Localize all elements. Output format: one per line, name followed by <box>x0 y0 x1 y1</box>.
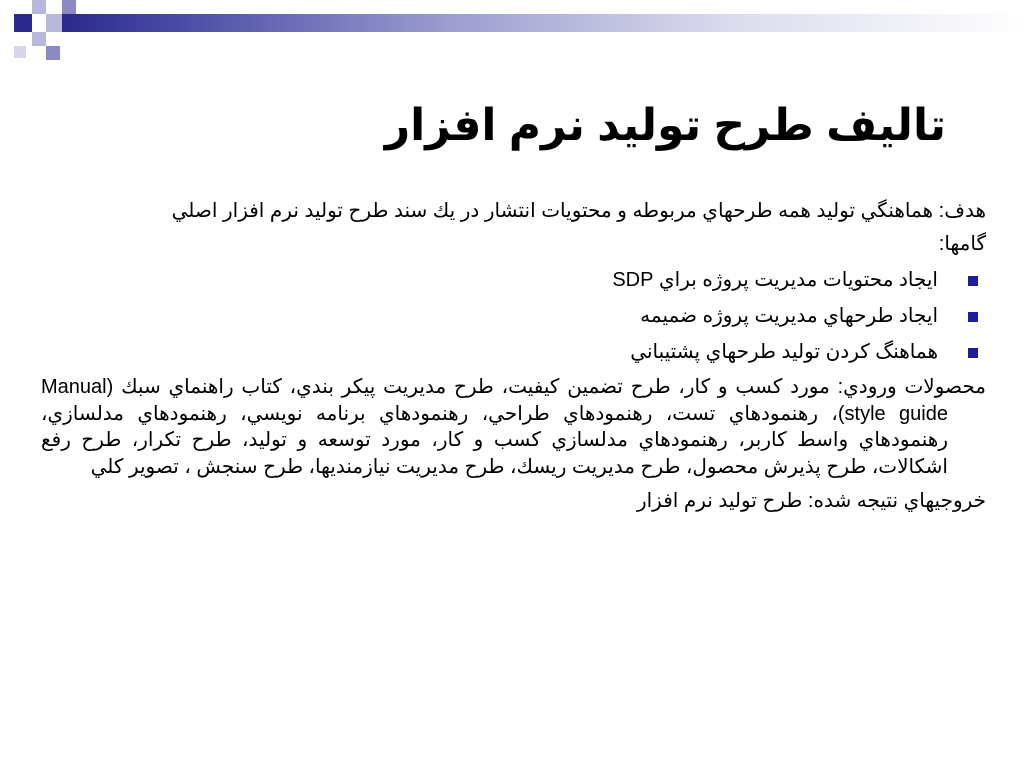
slide-title: تاليف طرح توليد نرم افزار <box>384 101 946 150</box>
list-item: ايجاد محتويات مديريت پروژه براي SDP <box>41 262 986 298</box>
header-square-faint <box>14 46 26 58</box>
header-gradient-bar <box>62 14 1024 32</box>
square-bullet-icon <box>968 276 978 286</box>
steps-list <box>41 262 986 370</box>
square-bullet-icon <box>968 348 978 358</box>
header-square-light <box>46 14 62 32</box>
list-item: ايجاد طرحهاي مديريت پروژه ضميمه <box>41 298 986 334</box>
input-products-text: محصولات ورودي: مورد كسب و كار، طرح تضمين كيفيت، طرح مديريت پيكر بندي، كتاب راهنماي سبك (Manual style guide)، رهنمودهاي تست، رهنمودهاي طراحي، رهنمودهاي برنامه نويسي، رهنمودهاي مدلسازي، رهنمودهاي واسط كاربر، رهنمودهاي مدلسازي كسب و كار، مورد توسعه و توليد، طرح تكرار، طرح رفع اشكالات، طرح پذيرش محصول، طرح مديريت ريسك، طرح مديريت نيازمنديها، طرح سنجش ، تصوير كلي <box>41 376 986 478</box>
header-square-mid <box>62 0 76 14</box>
slide-body <box>41 198 986 515</box>
square-bullet-icon <box>968 312 978 322</box>
list-item: هماهنگ كردن توليد طرحهاي پشتيباني <box>41 334 986 370</box>
result-outputs-text: خروجيهاي نتيجه شده: طرح توليد نرم افزار <box>636 490 986 512</box>
header-square-light <box>32 32 46 46</box>
steps-label: گامها: <box>938 233 986 255</box>
goal-text: هدف: هماهنگي توليد همه طرحهاي مربوطه و محتويات انتشار در يك سند طرح توليد نرم افزار اصلي <box>171 200 986 222</box>
header-square-mid <box>46 46 60 60</box>
header-square-dark <box>14 14 32 32</box>
header-square-light <box>32 0 46 14</box>
